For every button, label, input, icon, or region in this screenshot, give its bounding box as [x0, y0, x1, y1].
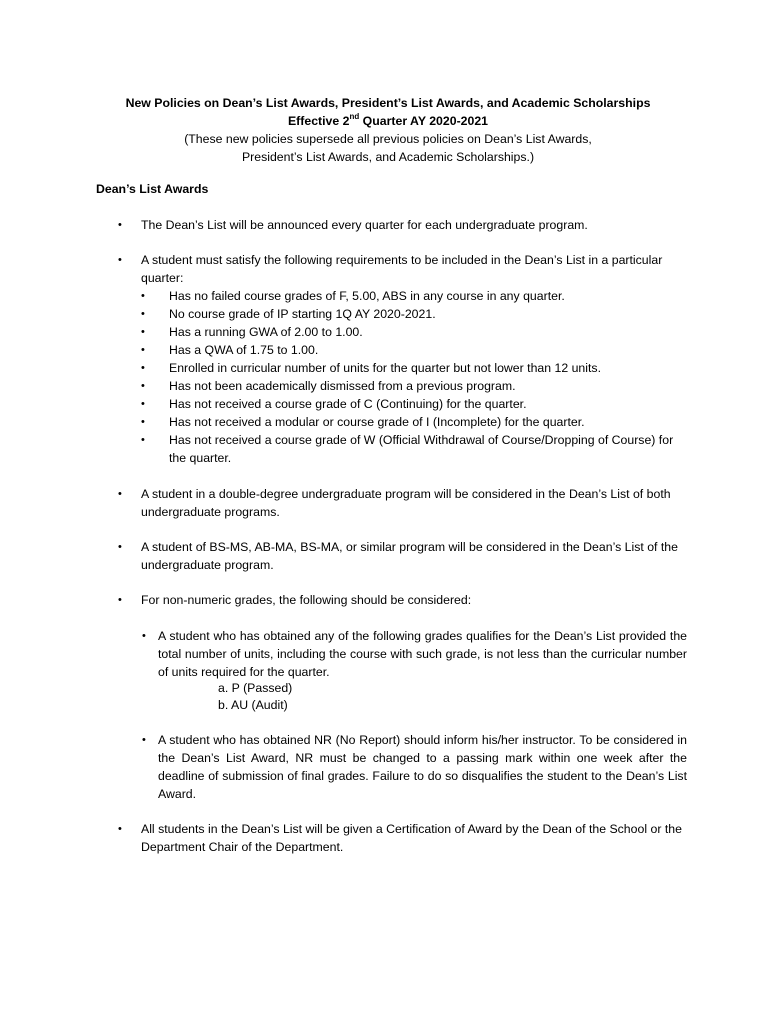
requirement-text: Has no failed course grades of F, 5.00, ABS in any course in any quarter. — [169, 289, 565, 303]
bullet-glyph: • — [141, 362, 145, 374]
bullet-glyph: • — [141, 344, 145, 356]
bullet-text: A student must satisfy the following requirements to be included in the Dean’s List in a particular quarter: — [141, 253, 663, 285]
requirement-item — [141, 287, 686, 305]
requirement-item — [141, 431, 686, 467]
bullet-non-numeric — [96, 591, 686, 609]
requirement-text: No course grade of IP starting 1Q AY 2020-2021. — [169, 307, 436, 321]
bullet-glyph: • — [141, 398, 145, 410]
bullet-announcement — [96, 216, 686, 234]
requirement-item — [141, 359, 686, 377]
bullet-glyph: • — [141, 290, 145, 302]
requirement-item — [141, 377, 686, 395]
bullet-glyph: • — [118, 541, 122, 553]
bullet-text: A student in a double-degree undergraduate program will be considered in the Dean’s List of both undergraduate programs. — [141, 487, 671, 519]
bullet-text: All students in the Dean’s List will be given a Certification of Award by the Dean of the School or the Department Chair of the Department. — [141, 822, 682, 854]
bullet-requirements — [96, 251, 686, 467]
grade-option-audit: b. AU (Audit) — [218, 698, 288, 712]
bullet-glyph: • — [118, 823, 122, 835]
bullet-bs-ms — [96, 538, 686, 574]
non-numeric-item-passing — [142, 627, 687, 681]
requirement-item — [141, 341, 686, 359]
non-numeric-item-no-report — [142, 731, 687, 803]
effective-date-prefix: Effective 2 — [287, 114, 350, 128]
supersede-note-line1: (These new policies supersede all previous policies on Dean’s List Awards, — [184, 132, 592, 146]
supersede-note-line2: President’s List Awards, and Academic Scholarships.) — [241, 150, 535, 164]
requirement-item — [141, 323, 686, 341]
requirement-item — [141, 305, 686, 323]
requirement-text: Has a running GWA of 2.00 to 1.00. — [169, 325, 363, 339]
requirement-text: Has a QWA of 1.75 to 1.00. — [169, 343, 319, 357]
section-title-deans-list: Dean’s List Awards — [96, 182, 209, 196]
bullet-double-degree — [96, 485, 686, 521]
bullet-glyph: • — [141, 434, 145, 446]
non-numeric-text: A student who has obtained NR (No Report) should inform his/her instructor. To be considered in the Dean’s List Award, NR must be changed to a passing mark within one week after the deadline of submission of final grades. Failure to do so disqualifies the student to the Dean’s List Award. — [158, 733, 687, 801]
bullet-text: For non-numeric grades, the following should be considered: — [141, 593, 472, 607]
bullet-glyph: • — [141, 380, 145, 392]
bullet-glyph: • — [142, 734, 146, 746]
requirement-text: Has not been academically dismissed from a previous program. — [169, 379, 516, 393]
bullet-glyph: • — [118, 488, 122, 500]
grade-option-passed: a. P (Passed) — [218, 681, 293, 695]
bullet-certification — [96, 820, 686, 856]
requirement-text: Has not received a course grade of C (Continuing) for the quarter. — [169, 397, 527, 411]
bullet-glyph: • — [141, 326, 145, 338]
requirement-item — [141, 413, 686, 431]
effective-date-suffix: Quarter AY 2020-2021 — [359, 114, 489, 128]
document-title: New Policies on Dean’s List Awards, President’s List Awards, and Academic Scholarships — [125, 96, 651, 110]
non-numeric-text: A student who has obtained any of the following grades qualifies for the Dean’s List provided the total number of units, including the course with such grade, is not less than the curricular number of units required for the quarter. — [158, 629, 687, 679]
requirement-text: Enrolled in curricular number of units for the quarter but not lower than 12 units. — [169, 361, 601, 375]
bullet-glyph: • — [118, 594, 122, 606]
bullet-glyph: • — [118, 219, 122, 231]
document-header — [0, 94, 768, 166]
effective-date-superscript: nd — [349, 111, 360, 121]
bullet-glyph: • — [118, 254, 122, 266]
requirement-text: Has not received a course grade of W (Official Withdrawal of Course/Dropping of Course) for the quarter. — [169, 433, 674, 465]
bullet-glyph: • — [141, 416, 145, 428]
bullet-text: The Dean’s List will be announced every quarter for each undergraduate program. — [141, 218, 588, 232]
bullet-glyph: • — [142, 630, 146, 642]
requirement-item — [141, 395, 686, 413]
bullet-text: A student of BS-MS, AB-MA, BS-MA, or similar program will be considered in the Dean’s List of the undergraduate program. — [141, 540, 678, 572]
bullet-glyph: • — [141, 308, 145, 320]
effective-date — [0, 112, 768, 130]
requirement-text: Has not received a modular or course grade of I (Incomplete) for the quarter. — [169, 415, 585, 429]
